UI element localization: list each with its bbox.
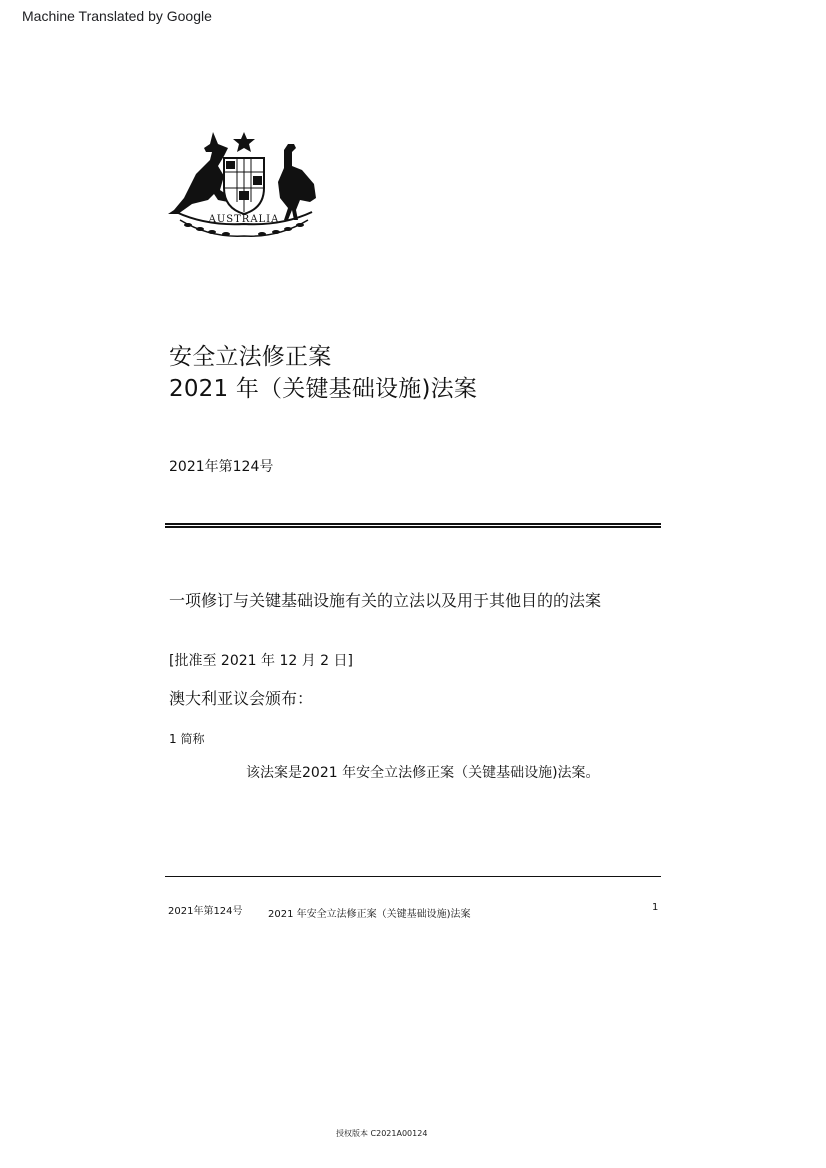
coat-of-arms-logo bbox=[166, 128, 322, 240]
assent-date: [批准至 2021 年 12 月 2 日] bbox=[169, 653, 353, 669]
section-heading: 1 简称 bbox=[169, 732, 205, 746]
double-divider bbox=[165, 523, 661, 528]
machine-translation-banner: Machine Translated by Google bbox=[22, 8, 212, 24]
footer-act-number: 2021年第124号 bbox=[168, 906, 243, 917]
enacting-formula: 澳大利亚议会颁布： bbox=[169, 689, 314, 708]
page-number: 1 bbox=[652, 902, 659, 913]
act-title-line-1: 安全立法修正案 bbox=[169, 344, 332, 370]
act-number: 2021年第124号 bbox=[169, 459, 274, 475]
authorised-version-note: 授权版本 C2021A00124 bbox=[336, 1129, 428, 1138]
coat-of-arms-icon bbox=[166, 128, 322, 240]
crest-label: AUSTRALIA bbox=[208, 214, 280, 225]
footer-divider bbox=[165, 876, 661, 877]
section-body: 该法案是2021 年安全立法修正案（关键基础设施)法案。 bbox=[246, 765, 600, 781]
act-title-line-2: 2021 年（关键基础设施)法案 bbox=[169, 376, 478, 402]
long-title: 一项修订与关键基础设施有关的立法以及用于其他目的的法案 bbox=[169, 591, 602, 610]
footer-act-title: 2021 年安全立法修正案（关键基础设施)法案 bbox=[268, 909, 471, 920]
